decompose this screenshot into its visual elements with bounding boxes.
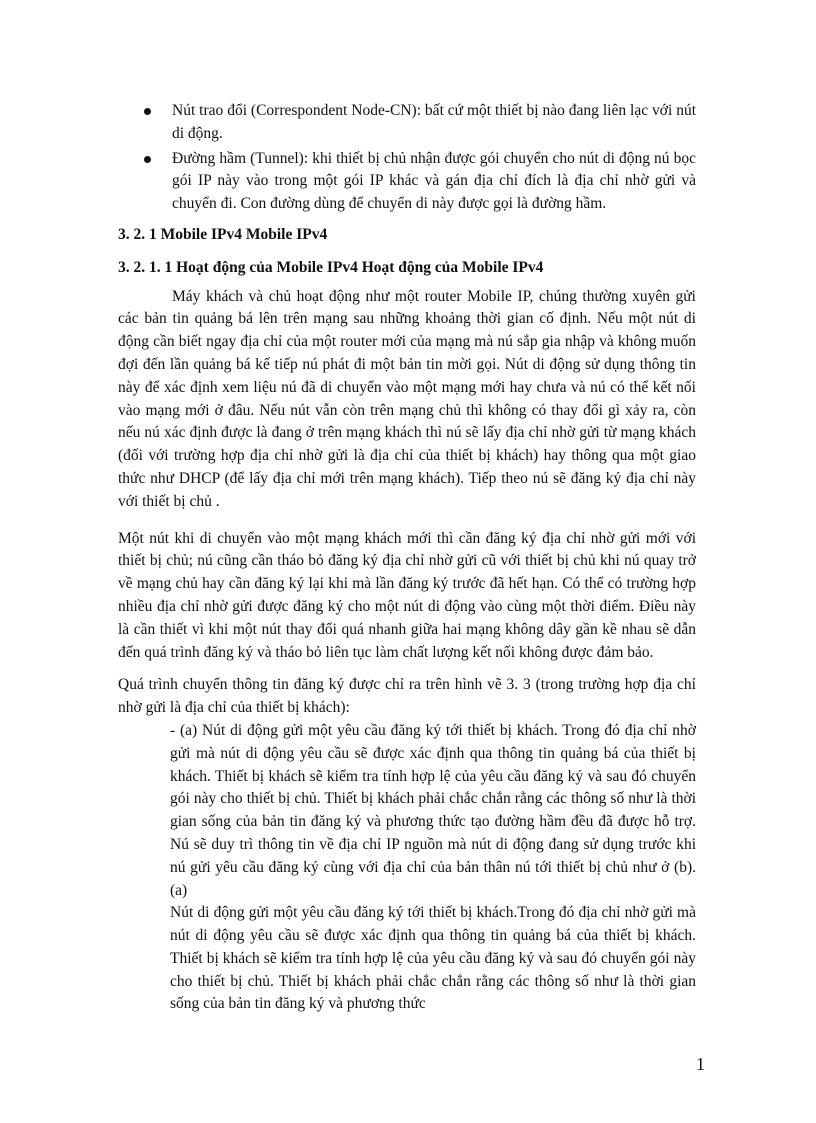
- step-a-paragraph: - (a) Nút di động gửi một yêu cầu đăng ký tới thiết bị khách. Trong đó địa chỉ nhờ gửi mà nút di động yêu cầu sẽ được xác định qua thông tin quảng bá của thiết bị khách. Thiết bị khách sẽ kiểm tra tính hợp lệ của yêu cầu đăng ký và sau đó chuyển gói này cho thiết bị chủ. Thiết bị khách phải chắc chắn rằng các thông số như là thời gian sống của bản tin đăng ký và phương thức tạo đường hầm đều đã được hỗ trợ. Nú sẽ duy trì thông tin về địa chỉ IP nguồn mà nút di động đang sử dụng trước khi nú gửi yêu cầu đăng ký cùng với địa chỉ của bản thân nú tới thiết bị chủ như ở (b). (a): [170, 721, 696, 899]
- paragraph-registration: Một nút khi di chuyển vào một mạng khách mới thì cần đăng ký địa chỉ nhờ gửi mới với thiết bị chủ; nú cũng cần tháo bỏ đăng ký địa chỉ nhờ gửi cũ với thiết bị chủ khi nú quay trở về mạng chủ hay cần đăng ký lại khi mà lần đăng ký trước đã hết hạn. Có thể có trường hợp nhiều địa chỉ nhờ gửi được đăng ký cho một nút di động vào cùng một thời điểm. Điều này là cần thiết vì khi một nút thay đổi quá nhanh giữa hai mạng không dây gần kề nhau sẽ dẫn đến quá trình đăng ký và tháo bỏ liên tục làm chất lượng kết nối không được đảm bảo.: [118, 529, 696, 661]
- bullet-item-correspondent-node: [118, 100, 696, 146]
- bullet-text: Đường hầm (Tunnel): khi thiết bị chủ nhận được gói chuyển cho nút di động nú bọc gói IP này vào trong một gói IP khác và gán địa chỉ đích là địa chỉ nhờ gửi và chuyển đi. Con đường dùng để chuyển di này được gọi là đường hầm.: [172, 149, 696, 213]
- bullet-dot-icon: [144, 108, 151, 115]
- registration-steps: [118, 720, 696, 1016]
- page-number: 1: [696, 1054, 705, 1074]
- page-content: [118, 100, 696, 1016]
- bullet-text: Nút trao đổi (Correspondent Node-CN): bất cứ một thiết bị nào đang liên lạc với nút di động.: [172, 102, 696, 142]
- paragraph-registration-process: Quá trình chuyển thông tin đăng ký được chỉ ra trên hình vẽ 3. 3 (trong trường hợp địa chỉ nhờ gửi là địa chỉ của thiết bị khách):: [118, 676, 696, 717]
- bullet-list: [118, 100, 696, 216]
- section-heading-mobile-ipv4: 3. 2. 1 Mobile IPv4 Mobile IPv4: [118, 225, 328, 243]
- bullet-dot-icon: [144, 156, 151, 163]
- bullet-item-tunnel: [118, 148, 696, 216]
- subsection-heading-operation: 3. 2. 1. 1 Hoạt động của Mobile IPv4 Hoạt động của Mobile IPv4: [118, 258, 544, 276]
- paragraph-router-advertisement: Máy khách và chủ hoạt động như một router Mobile IP, chúng thường xuyên gửi các bản tin quảng bá lên trên mạng sau những khoảng thời gian cố định. Nếu một nút di động cần biết ngay địa chỉ của một router mới của mạng mà nú sắp gia nhập và không muốn đợi đến lần quảng bá kế tiếp nú phát đi một bản tin mời gọi. Nút di động sử dụng thông tin này để xác định xem liệu nú đã di chuyển vào một mạng mới hay chưa và nú có thể kết nối vào mạng mới ở đâu. Nếu nút vẫn còn trên mạng chủ thì không có thay đổi gì xảy ra, còn nếu nú xác định được là đang ở trên mạng khách thì nú sẽ lấy địa chỉ nhờ gửi từ mạng khách (đối với trường hợp địa chỉ nhờ gửi là địa chỉ của thiết bị khách) hay thông qua một giao thức như DHCP (để lấy địa chỉ mới trên mạng khách). Tiếp theo nú sẽ đăng ký địa chỉ này với thiết bị chủ .: [118, 287, 696, 510]
- step-a-repeat-paragraph: Nút di động gửi một yêu cầu đăng ký tới thiết bị khách.Trong đó địa chỉ nhờ gửi mà nút di động yêu cầu sẽ được xác định qua thông tin quảng bá của thiết bị khách. Thiết bị khách sẽ kiểm tra tính hợp lệ của yêu cầu đăng ký và sau đó chuyển gói này cho thiết bị chủ. Thiết bị khách phải chắc chắn rằng các thông số như là thời gian sống của bản tin đăng ký và phương thức: [170, 904, 696, 1013]
